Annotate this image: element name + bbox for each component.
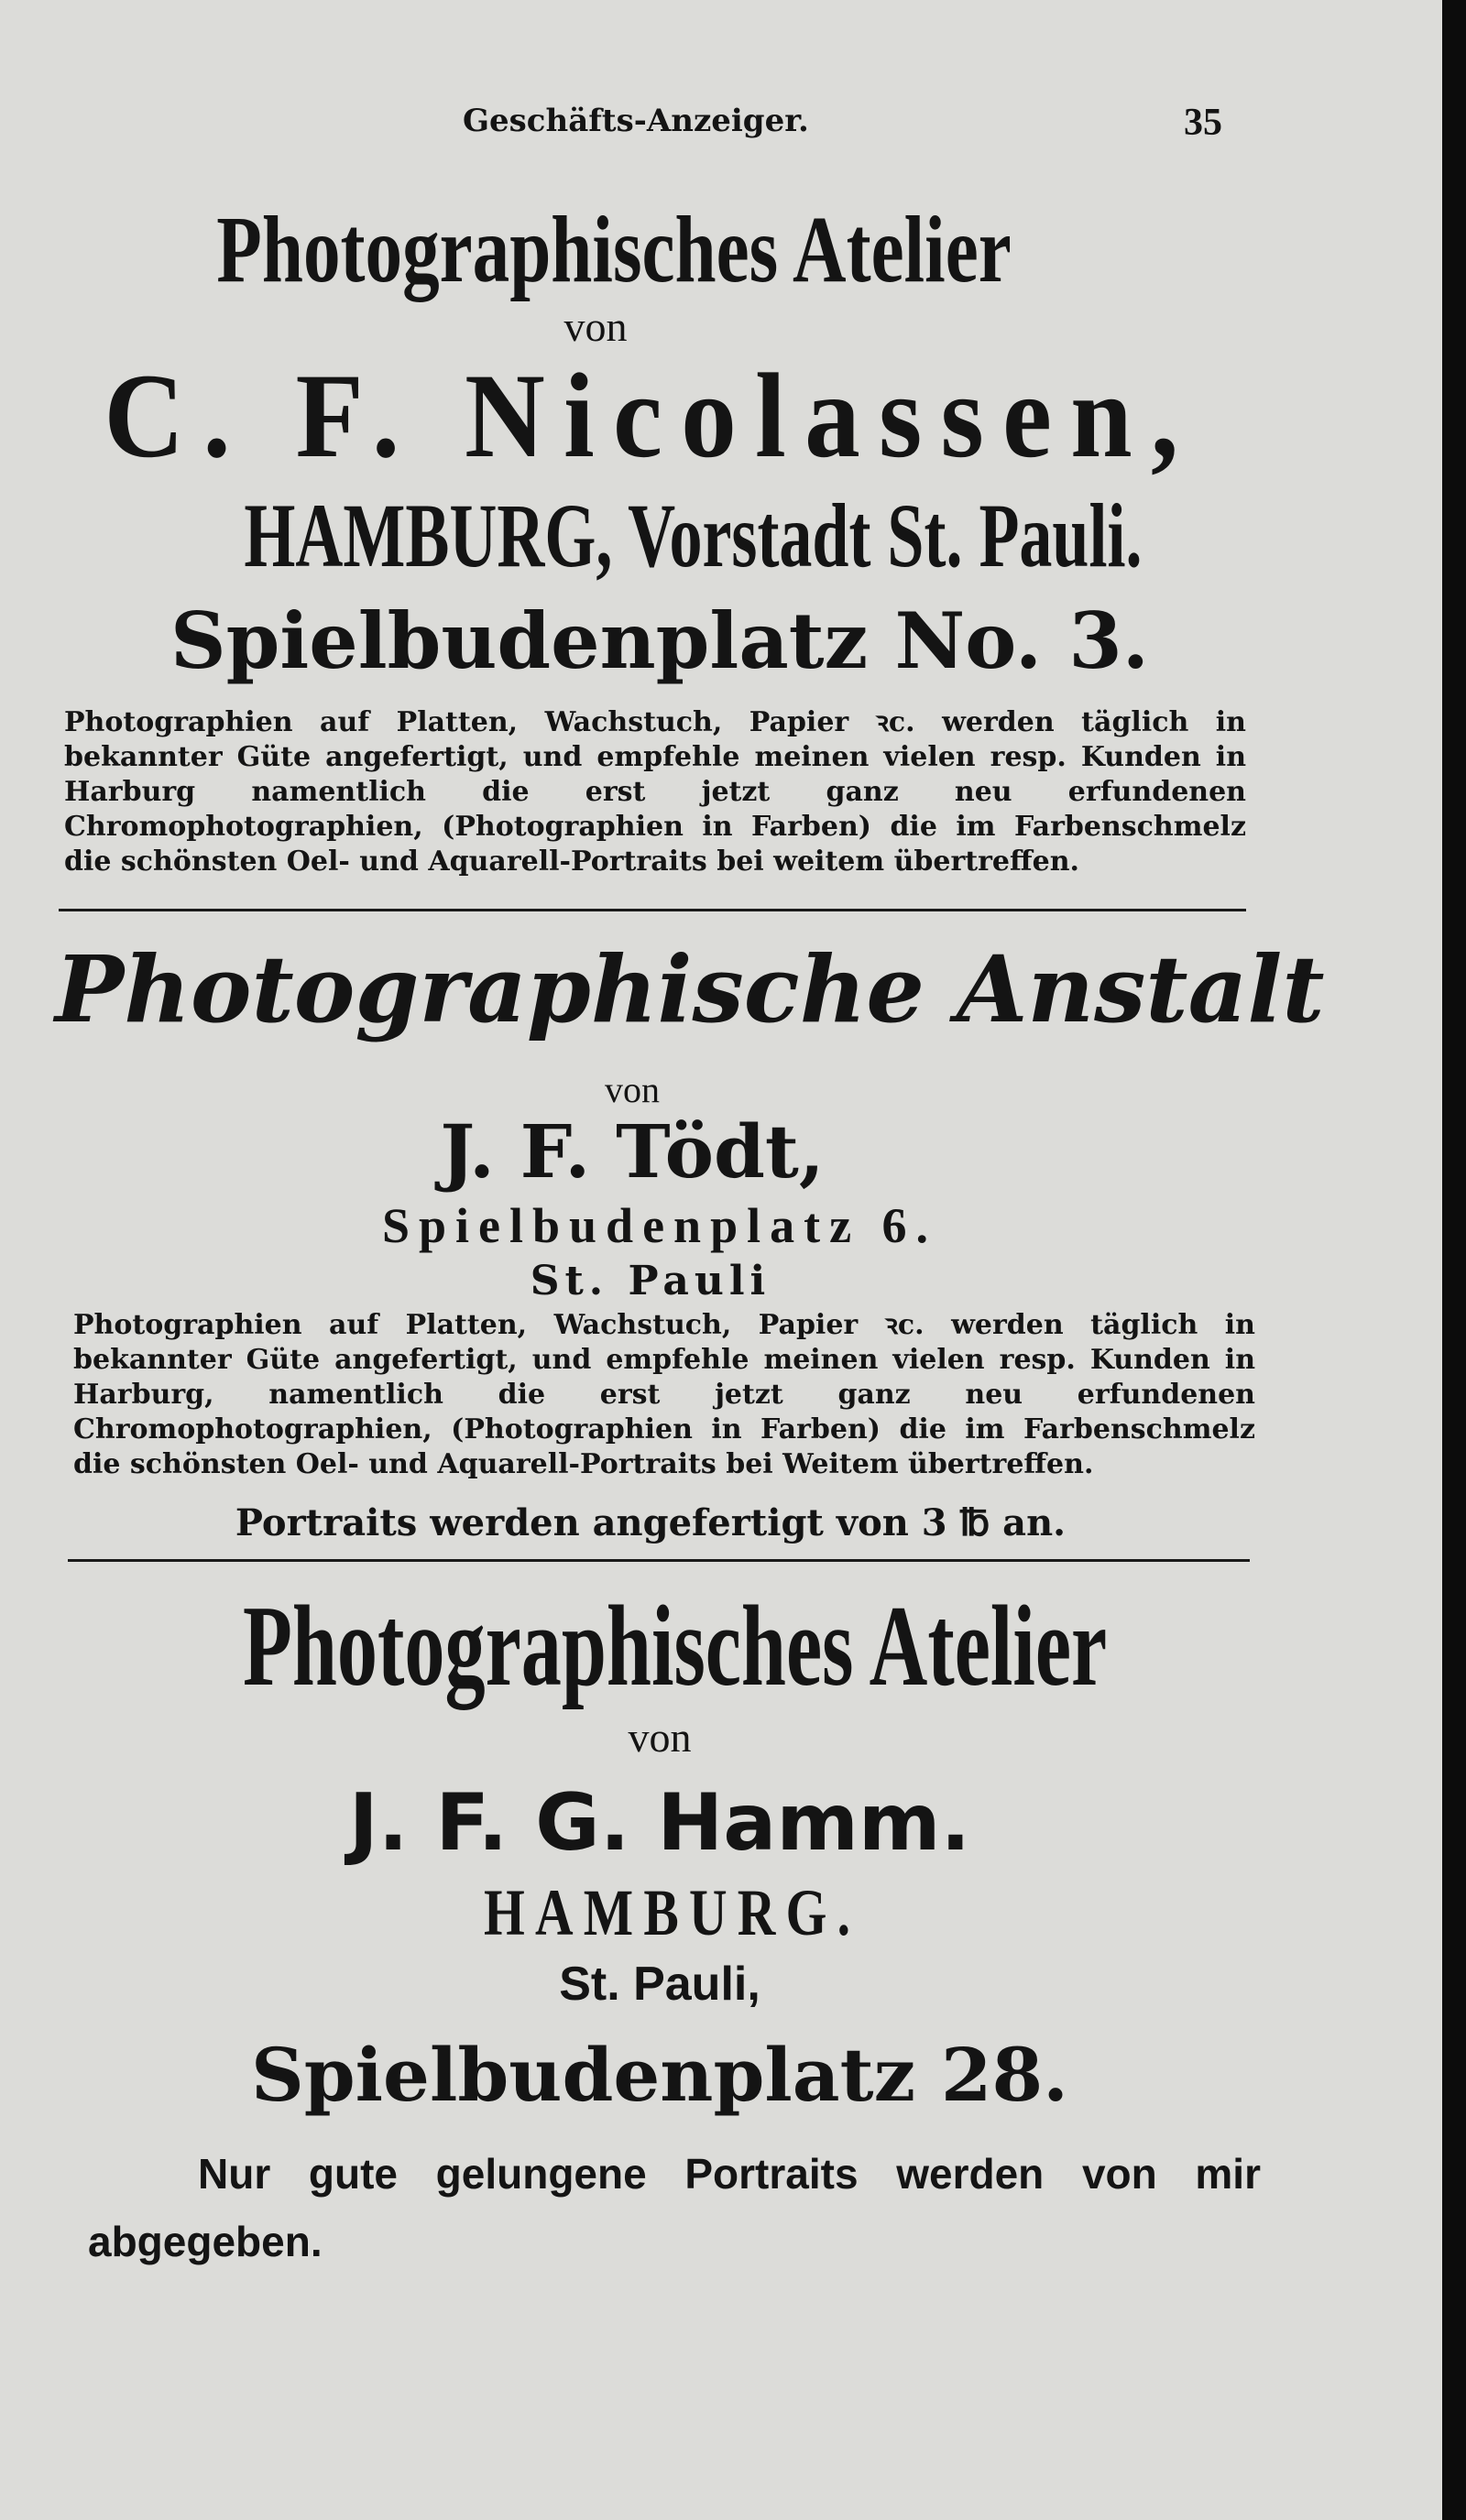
ad3-title: Photographisches Atelier bbox=[243, 1583, 1108, 1710]
ad1-address: Spielbudenplatz No. 3. bbox=[170, 595, 1150, 686]
running-head: Geschäfts-Anzeiger. bbox=[463, 103, 809, 139]
ad3-name: J. F. G. Hamm. bbox=[348, 1777, 971, 1869]
ad1-title: Photographisches Atelier bbox=[216, 197, 1012, 302]
ad1-name: C. F. Nicolassen, bbox=[104, 348, 1198, 483]
divider-1 bbox=[59, 909, 1246, 911]
ad2-title: Photographische Anstalt bbox=[55, 935, 1325, 1043]
ad2-district: St. Pauli bbox=[530, 1258, 771, 1304]
ad3-von: von bbox=[628, 1714, 692, 1761]
ad3-address: Spielbudenplatz 28. bbox=[250, 2032, 1069, 2118]
divider-2 bbox=[68, 1559, 1250, 1562]
ad1-city: HAMBURG, Vorstadt St. Pauli. bbox=[244, 485, 1143, 586]
ad2-von: von bbox=[605, 1069, 660, 1110]
ad3-body: Nur gute gelungene Portraits werden von mir abgegeben. bbox=[88, 2150, 1261, 2265]
page-header bbox=[0, 103, 1429, 158]
page-number: 35 bbox=[1184, 102, 1222, 144]
ad2-body: Photographien auf Platten, Wachstuch, Papier ꝛc. werden täglich in bekannter Güte angefertigt, und empfehle meinen vielen resp. Kunden in Harburg, namentlich die erst jetzt ganz neu erfundenen Chromophotographien, (Photographien in Farben) die im Farbenschmelz die schönsten Oel- und Aquarell-Portraits bei Weitem übertreffen. bbox=[73, 1309, 1255, 1480]
ad3-city: HAMBURG. bbox=[484, 1876, 861, 1949]
ad2-name: J. F. Tödt, bbox=[440, 1108, 825, 1195]
ad1-body: Photographien auf Platten, Wachstuch, Papier ꝛc. werden täglich in bekannter Güte angefertigt, und empfehle meinen vielen resp. Kunden in Harburg namentlich die erst jetzt ganz neu erfundenen Chromophotographien, (Photographien in Farben) die im Farbenschmelz die schönsten Oel- und Aquarell-Portraits bei weitem übertreffen. bbox=[64, 706, 1246, 878]
ad2-price-line: Portraits werden angefertigt von 3 ℔ an. bbox=[235, 1501, 1067, 1544]
page-edge bbox=[1442, 0, 1466, 2520]
ad1-von: von bbox=[563, 303, 628, 350]
ad3-district: St. Pauli, bbox=[559, 1958, 760, 2011]
ad2-address: Spielbudenplatz 6. bbox=[381, 1198, 938, 1253]
